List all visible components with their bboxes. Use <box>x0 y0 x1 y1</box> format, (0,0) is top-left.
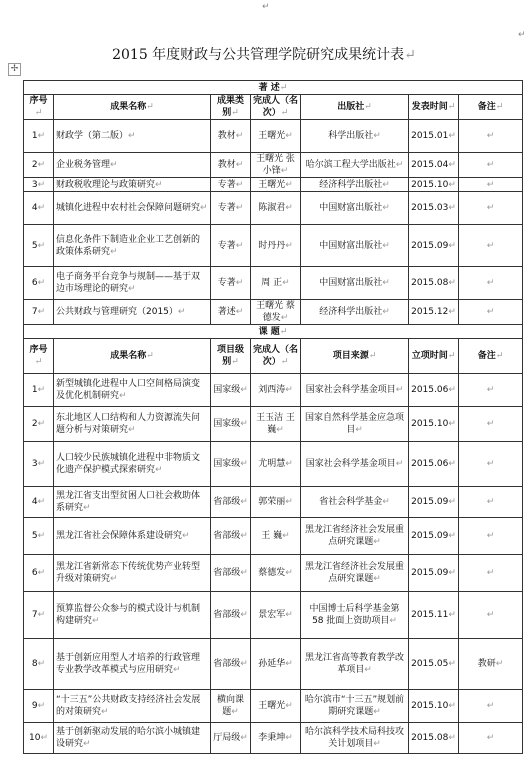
cell-people: 陈淑君↵ <box>251 192 301 225</box>
cell-no: 1↵ <box>24 120 54 153</box>
cell-source: 哈尔滨市“十三五”规划前期研究课题↵ <box>301 690 409 723</box>
cell-level: 省部级↵ <box>211 487 251 518</box>
cell-level: 厅局级↵ <box>211 723 251 754</box>
table-row <box>24 192 523 225</box>
cell-no: 7↵ <box>24 592 54 639</box>
results-table <box>23 80 523 754</box>
cell-note: ↵ <box>459 690 523 723</box>
cell-note: ↵ <box>459 442 523 487</box>
cell-source: 黑龙江省高等教育教学改革项目↵ <box>301 639 409 690</box>
section-header-row <box>24 81 523 95</box>
table-row <box>24 442 523 487</box>
cell-no: 3↵ <box>24 442 54 487</box>
cell-note: ↵ <box>459 178 523 192</box>
cell-note: ↵ <box>459 407 523 442</box>
cell-level: 国家级↵ <box>211 442 251 487</box>
cell-no: 6↵ <box>24 555 54 592</box>
table-row <box>24 690 523 723</box>
cell-name: “十三五”公共财政支持经济社会发展的对策研究↵ <box>54 690 211 723</box>
column-header-row <box>24 95 523 120</box>
cell-people: 李秉坤↵ <box>251 723 301 754</box>
cell-source: 哈尔滨科学技术局科技攻关计划项目↵ <box>301 723 409 754</box>
cell-no: 4↵ <box>24 487 54 518</box>
table-row <box>24 120 523 153</box>
cell-publisher: 中国财富出版社↵ <box>301 267 409 300</box>
cell-note: ↵ <box>459 192 523 225</box>
cell-name: 企业税务管理↵ <box>54 153 211 178</box>
cell-people: 王曙光↵ <box>251 178 301 192</box>
column-header-people: 完成人（名次）↵ <box>251 95 301 120</box>
cell-time: 2015.06↵ <box>409 374 459 407</box>
cell-name: 黑龙江省社会保障体系建设研究↵ <box>54 518 211 555</box>
cell-time: 2015.04↵ <box>409 153 459 178</box>
page-title: 2015 年度财政与公共管理学院研究成果统计表↵ <box>112 47 416 63</box>
cell-people: 王曙光↵ <box>251 120 301 153</box>
section-title: 著 述↵ <box>24 81 523 95</box>
cell-name: 财政学（第二版）↵ <box>54 120 211 153</box>
cell-name: 城镇化进程中农村社会保障问题研究↵ <box>54 192 211 225</box>
cell-level: 省部级↵ <box>211 592 251 639</box>
cell-source: 黑龙江省经济社会发展重点研究课题↵ <box>301 518 409 555</box>
paragraph-mark: ↵ <box>262 2 270 12</box>
column-header-type: 成果类别↵ <box>211 95 251 120</box>
cell-time: 2015.06↵ <box>409 442 459 487</box>
cell-people: 王玉洁 王 巍↵ <box>251 407 301 442</box>
cell-level: 省部级↵ <box>211 639 251 690</box>
cell-note: ↵ <box>459 225 523 267</box>
cell-time: 2015.09↵ <box>409 555 459 592</box>
cell-no: 2↵ <box>24 153 54 178</box>
table-row <box>24 407 523 442</box>
cell-name: 黑龙江省新常态下传统优势产业转型升级对策研究↵ <box>54 555 211 592</box>
cell-name: 基于创新驱动发展的哈尔滨小城镇建设研究↵ <box>54 723 211 754</box>
cell-publisher: 中国财富出版社↵ <box>301 192 409 225</box>
table-row <box>24 592 523 639</box>
cell-publisher: 哈尔滨工程大学出版社↵ <box>301 153 409 178</box>
title-text: 2015 年度财政与公共管理学院研究成果统计表 <box>112 47 405 63</box>
cell-type: 专著↵ <box>211 225 251 267</box>
cell-people: 孙延华↵ <box>251 639 301 690</box>
cell-time: 2015.03↵ <box>409 192 459 225</box>
cell-type: 教材↵ <box>211 153 251 178</box>
cell-level: 省部级↵ <box>211 555 251 592</box>
column-header-name: 成果名称↵ <box>54 339 211 374</box>
section-title: 课 题↵ <box>24 325 523 339</box>
cell-time: 2015.01↵ <box>409 120 459 153</box>
cell-people: 王曙光 张小锋↵ <box>251 153 301 178</box>
cell-name: 财政税收理论与政策研究↵ <box>54 178 211 192</box>
column-header-source: 项目来源↵ <box>301 339 409 374</box>
cell-time: 2015.05↵ <box>409 639 459 690</box>
cell-people: 时丹丹↵ <box>251 225 301 267</box>
cell-note: ↵ <box>459 555 523 592</box>
table-row <box>24 555 523 592</box>
column-header-name: 成果名称↵ <box>54 95 211 120</box>
cell-people: 蔡德发↵ <box>251 555 301 592</box>
cell-no: 5↵ <box>24 518 54 555</box>
cell-source: 国家社会科学基金项目↵ <box>301 442 409 487</box>
cell-note: ↵ <box>459 487 523 518</box>
cell-name: 公共财政与管理研究（2015）↵ <box>54 300 211 325</box>
cell-source: 国家自然科学基金应急项目↵ <box>301 407 409 442</box>
table-row <box>24 178 523 192</box>
cell-no: 6↵ <box>24 267 54 300</box>
table-row <box>24 300 523 325</box>
cell-no: 4↵ <box>24 192 54 225</box>
cell-time: 2015.09↵ <box>409 225 459 267</box>
cell-publisher: 经济科学出版社↵ <box>301 300 409 325</box>
cell-source: 中国博士后科学基金第 58 批面上资助项目↵ <box>301 592 409 639</box>
cell-name: 东北地区人口结构和人力资源流失问题分析与对策研究↵ <box>54 407 211 442</box>
cell-note: ↵ <box>459 723 523 754</box>
table-row <box>24 153 523 178</box>
table-move-handle-icon[interactable]: ✢ <box>8 63 21 76</box>
cell-name: 人口较少民族城镇化进程中非物质文化遗产保护模式探索研究↵ <box>54 442 211 487</box>
column-header-note: 备注↵ <box>459 339 523 374</box>
cell-type: 专著↵ <box>211 267 251 300</box>
cell-no: 9↵ <box>24 690 54 723</box>
cell-people: 王曙光 蔡德发↵ <box>251 300 301 325</box>
cell-note: ↵ <box>459 592 523 639</box>
column-header-note: 备注↵ <box>459 95 523 120</box>
cell-note: ↵ <box>459 267 523 300</box>
table-row <box>24 267 523 300</box>
cell-note: 教研↵ <box>459 639 523 690</box>
column-header-people: 完成人（名次）↵ <box>251 339 301 374</box>
cell-time: 2015.10↵ <box>409 178 459 192</box>
cell-type: 专著↵ <box>211 192 251 225</box>
table-row <box>24 374 523 407</box>
column-header-row <box>24 339 523 374</box>
table-row <box>24 487 523 518</box>
column-header-no: 序号↵ <box>24 95 54 120</box>
cell-no: 1↵ <box>24 374 54 407</box>
cell-level: 省部级↵ <box>211 518 251 555</box>
cell-source: 国家社会科学基金项目↵ <box>301 374 409 407</box>
cell-time: 2015.11↵ <box>409 592 459 639</box>
cell-publisher: 科学出版社↵ <box>301 120 409 153</box>
cell-name: 信息化条件下制造业企业工艺创新的政策体系研究↵ <box>54 225 211 267</box>
column-header-time: 发表时间↵ <box>409 95 459 120</box>
cell-name: 黑龙江省支出型贫困人口社会救助体系研究↵ <box>54 487 211 518</box>
cell-source: 黑龙江省经济社会发展重点研究课题↵ <box>301 555 409 592</box>
table-row <box>24 639 523 690</box>
column-header-no: 序号↵ <box>24 339 54 374</box>
column-header-level: 项目级别↵ <box>211 339 251 374</box>
cell-people: 王 巍↵ <box>251 518 301 555</box>
cell-note: ↵ <box>459 300 523 325</box>
cell-level: 国家级↵ <box>211 407 251 442</box>
cell-name: 新型城镇化进程中人口空间格局演变及优化机制研究↵ <box>54 374 211 407</box>
table-row <box>24 518 523 555</box>
cell-people: 郭荣丽↵ <box>251 487 301 518</box>
cell-level: 横向课题↵ <box>211 690 251 723</box>
cell-level: 国家级↵ <box>211 374 251 407</box>
cell-no: 10↵ <box>24 723 54 754</box>
cell-time: 2015.08↵ <box>409 723 459 754</box>
table-row <box>24 225 523 267</box>
paragraph-mark: ↵ <box>518 30 526 40</box>
cell-type: 专著↵ <box>211 178 251 192</box>
cell-name: 电子商务平台竞争与规制——基于双边市场理论的研究↵ <box>54 267 211 300</box>
section-header-row <box>24 325 523 339</box>
cell-note: ↵ <box>459 374 523 407</box>
cell-type: 著述↵ <box>211 300 251 325</box>
cell-time: 2015.09↵ <box>409 518 459 555</box>
column-header-publisher: 出版社↵ <box>301 95 409 120</box>
cell-time: 2015.12↵ <box>409 300 459 325</box>
column-header-time: 立项时间↵ <box>409 339 459 374</box>
cell-note: ↵ <box>459 153 523 178</box>
cell-type: 教材↵ <box>211 120 251 153</box>
cell-people: 王曙光↵ <box>251 690 301 723</box>
cell-no: 3↵ <box>24 178 54 192</box>
cell-name: 预算监督公众参与的模式设计与机制构建研究↵ <box>54 592 211 639</box>
cell-publisher: 中国财富出版社↵ <box>301 225 409 267</box>
table-row <box>24 723 523 754</box>
cell-no: 7↵ <box>24 300 54 325</box>
cell-time: 2015.08↵ <box>409 267 459 300</box>
cell-people: 景宏军↵ <box>251 592 301 639</box>
cell-source: 省社会科学基金↵ <box>301 487 409 518</box>
cell-note: ↵ <box>459 120 523 153</box>
cell-time: 2015.10↵ <box>409 690 459 723</box>
cell-no: 2↵ <box>24 407 54 442</box>
cell-no: 8↵ <box>24 639 54 690</box>
cell-people: 刘西涛↵ <box>251 374 301 407</box>
cell-time: 2015.09↵ <box>409 487 459 518</box>
cell-no: 5↵ <box>24 225 54 267</box>
cell-people: 尤明慧↵ <box>251 442 301 487</box>
cell-people: 周 正↵ <box>251 267 301 300</box>
cell-time: 2015.10↵ <box>409 407 459 442</box>
cell-note: ↵ <box>459 518 523 555</box>
cell-name: 基于创新应用型人才培养的行政管理专业教学改革模式与应用研究↵ <box>54 639 211 690</box>
cell-publisher: 经济科学出版社↵ <box>301 178 409 192</box>
